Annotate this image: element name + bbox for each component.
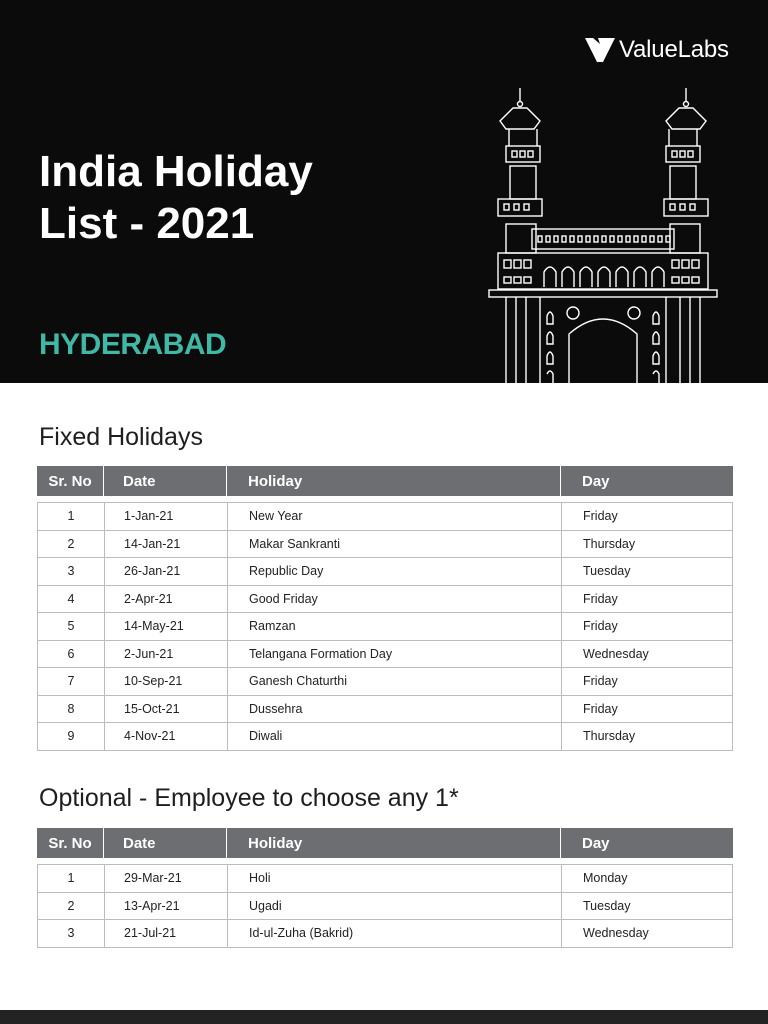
cell-date: 10-Sep-21 [105, 668, 228, 695]
page-title [39, 146, 369, 250]
cell-holiday: Ramzan [228, 613, 562, 640]
cell-date: 4-Nov-21 [105, 723, 228, 750]
column-header-date: Date [104, 466, 227, 496]
cell-sr-no: 6 [38, 641, 105, 668]
fixed-holidays-table [37, 466, 733, 751]
table-row [38, 865, 732, 893]
column-header-day: Day [582, 834, 610, 852]
cell-sr-no: 4 [38, 586, 105, 613]
cell-sr-no: 1 [38, 503, 105, 530]
cell-sr-no: 8 [38, 696, 105, 723]
cell-holiday: Holi [228, 865, 562, 892]
table-row [38, 503, 732, 531]
column-header-sr-no: Sr. No [37, 466, 104, 496]
table-row [38, 723, 732, 751]
cell-day: Monday [583, 871, 628, 886]
cell-date: 1-Jan-21 [105, 503, 228, 530]
valuelabs-logo[interactable] [584, 36, 729, 64]
cell-sr-no: 5 [38, 613, 105, 640]
table-header [37, 466, 733, 496]
cell-holiday: Ugadi [228, 893, 562, 920]
table-row [38, 696, 732, 724]
optional-holidays-heading: Optional - Employee to choose any 1* [39, 784, 459, 812]
cell-holiday: Id-ul-Zuha (Bakrid) [228, 920, 562, 947]
cell-day: Tuesday [583, 898, 631, 913]
column-header-sr-no: Sr. No [37, 828, 104, 858]
logo-text: ValueLabs [619, 36, 729, 63]
table-row [38, 558, 732, 586]
cell-date: 26-Jan-21 [105, 558, 228, 585]
table-header [37, 828, 733, 858]
charminar-illustration-icon [486, 84, 720, 383]
table-body [37, 502, 733, 751]
cell-holiday: Ganesh Chaturthi [228, 668, 562, 695]
cell-holiday: New Year [228, 503, 562, 530]
cell-holiday: Dussehra [228, 696, 562, 723]
cell-holiday: Good Friday [228, 586, 562, 613]
cell-day: Wednesday [583, 926, 649, 941]
column-header-holiday: Holiday [227, 828, 561, 858]
cell-day: Friday [583, 674, 618, 689]
cell-date: 15-Oct-21 [105, 696, 228, 723]
table-row [38, 531, 732, 559]
cell-date: 13-Apr-21 [105, 893, 228, 920]
city-label: HYDERABAD [39, 328, 227, 361]
cell-sr-no: 3 [38, 558, 105, 585]
table-body [37, 864, 733, 948]
cell-holiday: Telangana Formation Day [228, 641, 562, 668]
column-header-date: Date [104, 828, 227, 858]
table-row [38, 893, 732, 921]
cell-date: 2-Apr-21 [105, 586, 228, 613]
table-row [38, 641, 732, 669]
cell-holiday: Diwali [228, 723, 562, 750]
cell-day: Thursday [583, 536, 636, 551]
cell-date: 14-May-21 [105, 613, 228, 640]
optional-holidays-table [37, 828, 733, 948]
cell-date: 21-Jul-21 [105, 920, 228, 947]
table-row [38, 920, 732, 948]
cell-date: 14-Jan-21 [105, 531, 228, 558]
title-line-2: List - 2021 [39, 199, 255, 248]
cell-sr-no: 2 [38, 531, 105, 558]
column-header-day: Day [582, 472, 610, 490]
table-row [38, 586, 732, 614]
cell-sr-no: 3 [38, 920, 105, 947]
cell-day: Wednesday [583, 646, 649, 661]
title-line-1: India Holiday [39, 147, 313, 196]
cell-day: Thursday [583, 729, 636, 744]
cell-day: Friday [583, 701, 618, 716]
cell-date: 2-Jun-21 [105, 641, 228, 668]
cell-sr-no: 1 [38, 865, 105, 892]
cell-sr-no: 7 [38, 668, 105, 695]
cell-holiday: Republic Day [228, 558, 562, 585]
cell-date: 29-Mar-21 [105, 865, 228, 892]
column-header-holiday: Holiday [227, 466, 561, 496]
table-row [38, 668, 732, 696]
cell-sr-no: 9 [38, 723, 105, 750]
header-banner [0, 0, 768, 383]
cell-day: Friday [583, 509, 618, 524]
cell-sr-no: 2 [38, 893, 105, 920]
fixed-holidays-heading: Fixed Holidays [39, 423, 203, 451]
cell-day: Tuesday [583, 564, 631, 579]
cell-holiday: Makar Sankranti [228, 531, 562, 558]
cell-day: Friday [583, 591, 618, 606]
table-row [38, 613, 732, 641]
cell-day: Friday [583, 619, 618, 634]
valuelabs-mark-icon [584, 36, 616, 64]
footer-bar [0, 1010, 768, 1024]
